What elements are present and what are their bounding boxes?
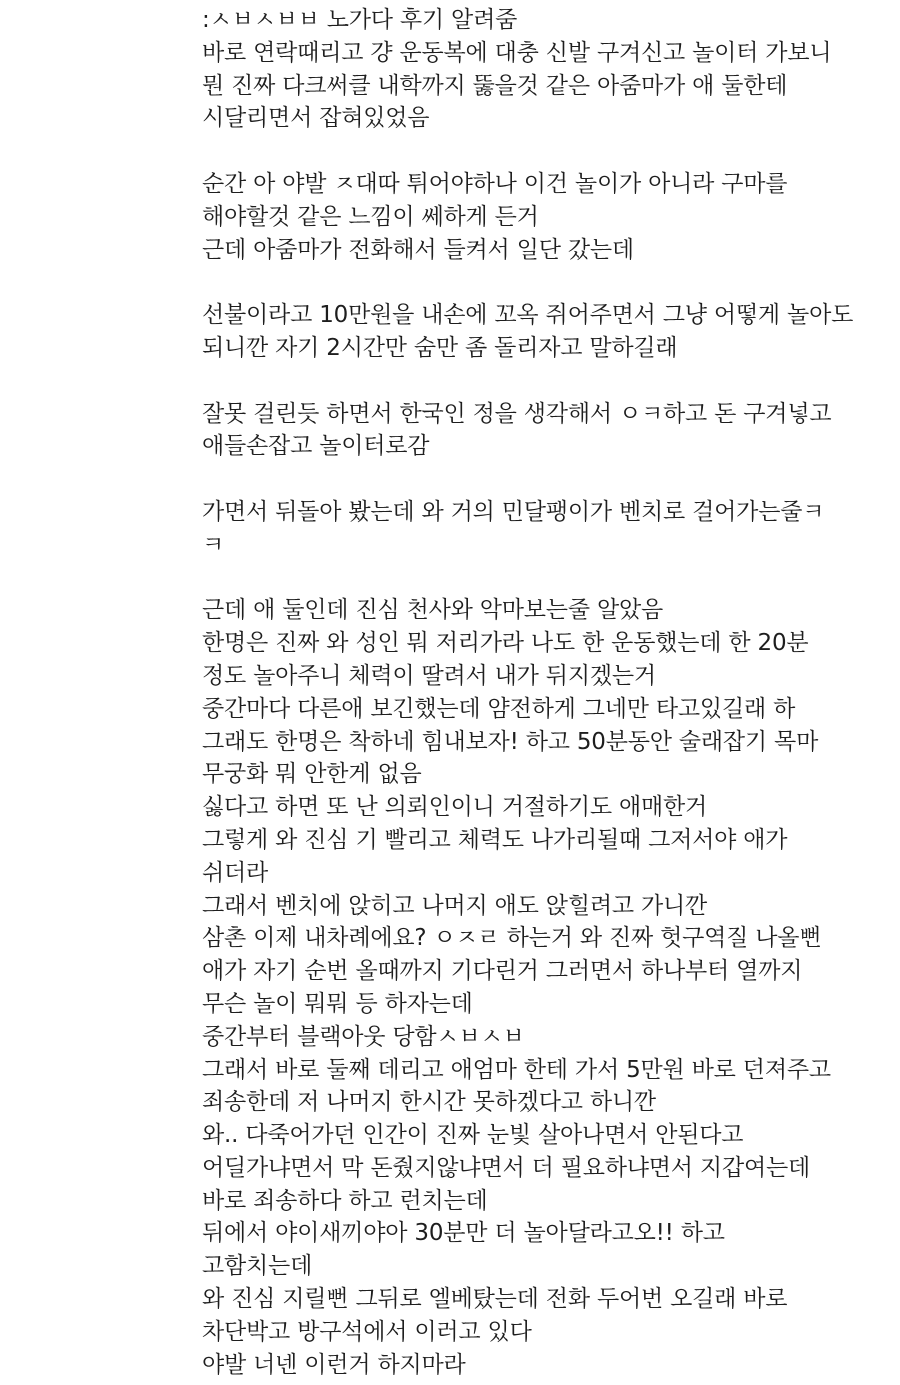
text-line: 순간 아 야발 ㅈ대따 튀어야하나 이건 놀이가 아니라 구마를 <box>202 170 788 197</box>
text-line: 잘못 걸린듯 하면서 한국인 정을 생각해서 ㅇㅋ하고 돈 구겨넣고 <box>202 400 832 427</box>
text-line: 바로 죄송하다 하고 런치는데 <box>202 1187 488 1214</box>
paragraph-gap <box>202 562 892 595</box>
text-line: 죄송한데 저 나머지 한시간 못하겠다고 하니깐 <box>202 1089 656 1116</box>
text-line: 그래도 한명은 착하네 힘내보자! 하고 50분동안 술래잡기 목마 <box>202 728 819 755</box>
text-line: 근데 아줌마가 전화해서 들켜서 일단 갔는데 <box>202 236 634 263</box>
text-line: 해야할것 같은 느낌이 쎄하게 든거 <box>202 203 539 230</box>
text-line: ㅋ <box>202 531 225 558</box>
text-line: 그렇게 와 진심 기 빨리고 체력도 나가리될때 그저서야 애가 <box>202 826 788 853</box>
text-line: 무슨 놀이 뭐뭐 등 하자는데 <box>202 990 473 1017</box>
text-line: 가면서 뒤돌아 봤는데 와 거의 민달팽이가 벤치로 걸어가는줄ㅋ <box>202 498 825 525</box>
text-line: 와 진심 지릴뻔 그뒤로 엘베탔는데 전화 두어번 오길래 바로 <box>202 1286 788 1313</box>
text-line: 선불이라고 10만원을 내손에 꼬옥 쥐어주면서 그냥 어떻게 놀아도 <box>202 302 854 329</box>
text-line: 한명은 진짜 와 성인 뭐 저리가라 나도 한 운동했는데 한 20분 <box>202 630 809 657</box>
text-line: 뒤에서 야이새끼야아 30분만 더 놀아달라고오!! 하고 <box>202 1220 725 1247</box>
text-line: 바로 연락때리고 걍 운동복에 대충 신발 구겨신고 놀이터 가보니 <box>202 39 832 66</box>
text-line: 와.. 다죽어가던 인간이 진짜 눈빛 살아나면서 안된다고 <box>202 1122 744 1149</box>
text-line: 쉬더라 <box>202 859 269 886</box>
text-line: 중간부터 블랙아웃 당함ㅅㅂㅅㅂ <box>202 1023 525 1050</box>
text-line: 어딜가냐면서 막 돈줬지않냐면서 더 필요하냐면서 지갑여는데 <box>202 1154 811 1181</box>
text-line: 무궁화 뭐 안한게 없음 <box>202 761 422 788</box>
text-line: 되니깐 자기 2시간만 숨만 좀 돌리자고 말하길래 <box>202 334 678 361</box>
text-line: 뭔 진짜 다크써클 내학까지 뚫을것 같은 아줌마가 애 둘한테 <box>202 72 788 99</box>
paragraph-gap <box>202 135 892 168</box>
text-line: 그래서 바로 둘째 데리고 애엄마 한테 가서 5만원 바로 던져주고 <box>202 1056 831 1083</box>
paragraph-gap <box>202 463 892 496</box>
text-line: 고함치는데 <box>202 1253 313 1280</box>
text-line: 중간마다 다른애 보긴했는데 얌전하게 그네만 타고있길래 하 <box>202 695 796 722</box>
text-line: 그래서 벤치에 앉히고 나머지 애도 앉힐려고 가니깐 <box>202 892 708 919</box>
text-line: 싫다고 하면 또 난 의뢰인이니 거절하기도 애매한거 <box>202 794 708 821</box>
post-body <box>202 4 892 1381</box>
text-line: 차단박고 방구석에서 이러고 있다 <box>202 1318 532 1345</box>
text-line: :ㅅㅂㅅㅂㅂ 노가다 후기 알려줌 <box>202 7 518 33</box>
text-line: 야발 너넨 이런거 하지마라 <box>202 1351 466 1378</box>
text-line: 삼촌 이제 내차례에요? ㅇㅈㄹ 하는거 와 진짜 헛구역질 나올뻔 <box>202 925 822 952</box>
text-line: 애들손잡고 놀이터로감 <box>202 433 430 460</box>
text-line: 정도 놀아주니 체력이 딸려서 내가 뒤지겠는거 <box>202 662 656 689</box>
text-line: 애가 자기 순번 올때까지 기다린거 그러면서 하나부터 열까지 <box>202 958 803 985</box>
paragraph-gap <box>202 365 892 398</box>
text-line: 근데 애 둘인데 진심 천사와 악마보는줄 알았음 <box>202 597 664 624</box>
text-line: 시달리면서 잡혀있었음 <box>202 105 430 132</box>
paragraph-gap <box>202 266 892 299</box>
